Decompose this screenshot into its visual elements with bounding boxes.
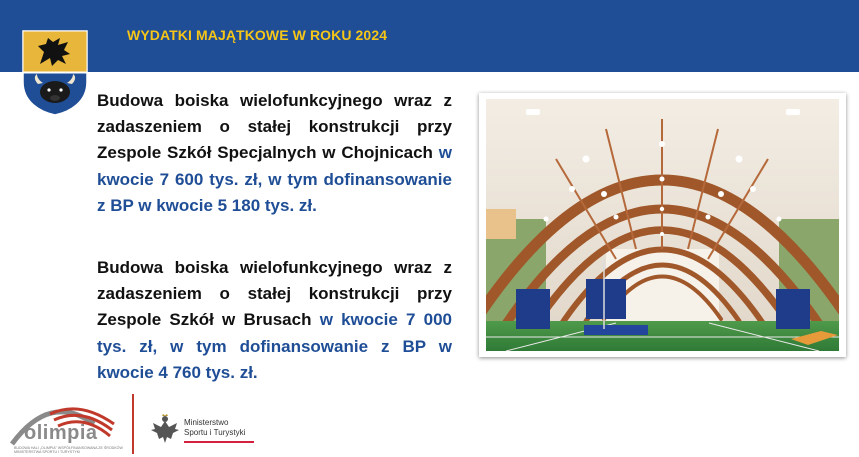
ministry-accent-line [184, 441, 254, 443]
investment-item-2-description: Budowa boiska wielofunkcyjnego wraz z zadaszeniem o stałej konstrukcji przy Zespole Szkół w Brusach [97, 258, 452, 330]
investment-item-2-amount: w kwocie 7 000 tys. zł, w tym dofinansowanie z BP w kwocie 4 760 tys. zł. [97, 310, 453, 382]
olimpia-logo-subtext: BUDOWA HALI „OLIMPIA" WSPÓŁFINANSOWANA ZE ŚRODKÓW MINISTERSTWA SPORTU I TURYSTYKI [14, 446, 123, 454]
page-title: WYDATKI MAJĄTKOWE W ROKU 2024 [127, 27, 388, 43]
footer-divider [132, 394, 134, 454]
ministry-logo-text [184, 418, 245, 437]
investment-item-1 [97, 88, 452, 219]
investment-item-1-amount: w kwocie 7 600 tys. zł, w tym dofinansowanie z BP w kwocie 5 180 tys. zł. [97, 143, 452, 215]
investment-item-1-description: Budowa boiska wielofunkcyjnego wraz z zadaszeniem o stałej konstrukcji przy Zespole Szkół Specjalnych w Chojnicach [97, 91, 452, 163]
olimpia-logo-text: olimpia [24, 422, 98, 444]
sports-hall-photo-frame [479, 93, 846, 357]
investment-item-2 [97, 255, 452, 386]
ministry-line-1: Ministerstwo [184, 418, 229, 427]
polish-eagle-emblem-icon [150, 413, 180, 445]
griffin-and-bison-crest-icon [22, 30, 88, 116]
ministry-line-2: Sportu i Turystyki [184, 427, 246, 437]
sports-hall-photo [486, 99, 839, 351]
